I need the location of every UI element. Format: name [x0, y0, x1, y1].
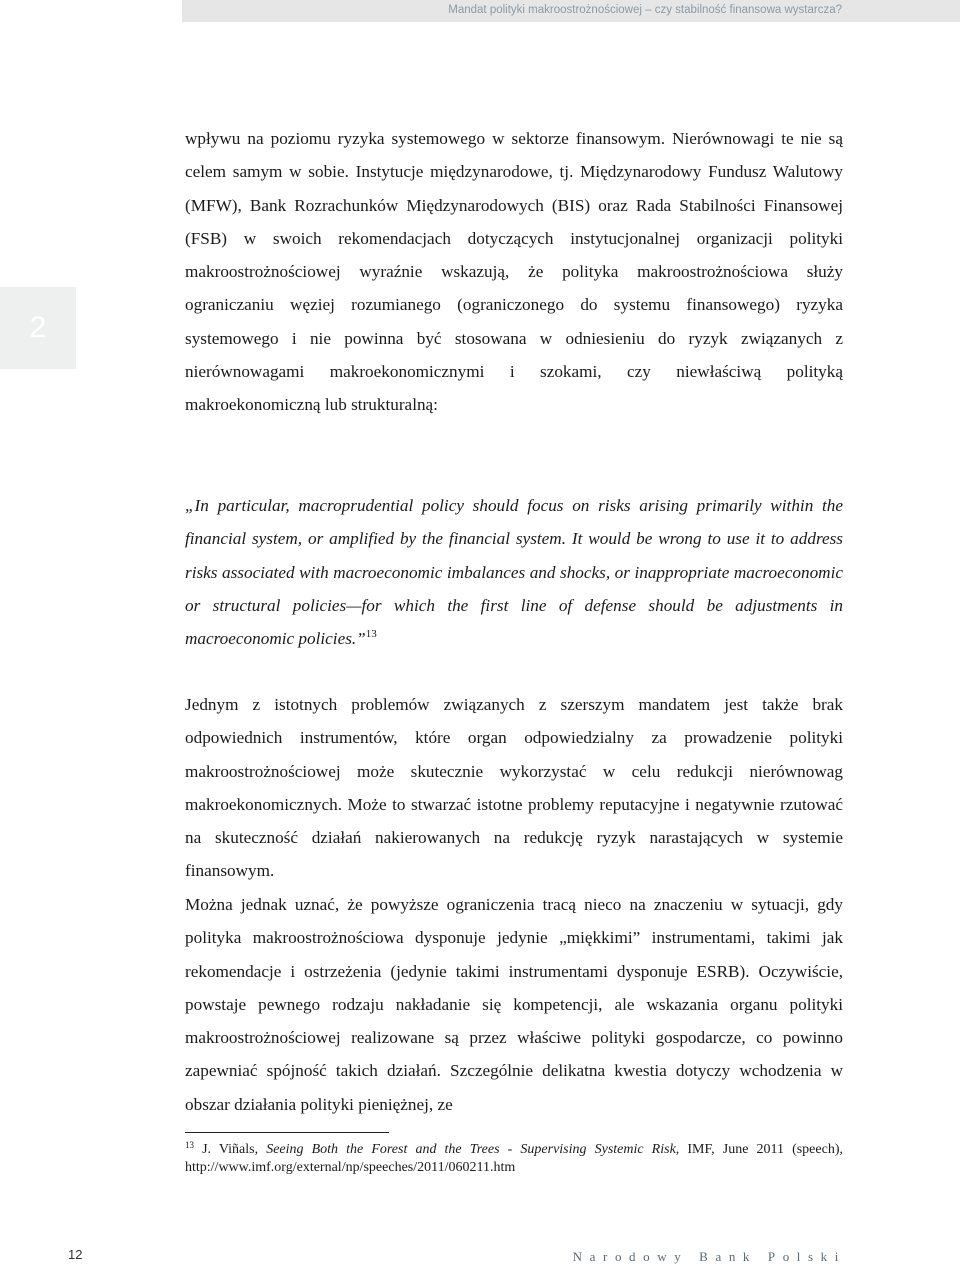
paragraph-1: wpływu na poziomu ryzyka systemowego w sektorze finansowym. Nierównowagi te nie są celem samym w sobie. Instytucje międzynarodowe, tj. Międzynarodowy Fundusz Walutowy (MFW), Bank Rozrachunków Międzynarodowych (BIS) oraz Rada Stabilności Finansowej (FSB) w swoich rekomendacjach dotyczących instytucjonalnej organizacji polityki makroostrożnościowej wyraźnie wskazują, że polityka makroostrożnościowa służy ograniczaniu węziej rozumianego (ograniczonego do systemu finansowego) ryzyka systemowego i nie powinna być stosowana w odniesieniu do ryzyk związanych z nierównowagami makroekonomicznymi i szokami, czy niewłaściwą polityką makroekonomiczną lub strukturalną: [185, 129, 843, 415]
running-title: Mandat polityki makroostrożnościowej – czy stabilność finansowa wystarcza? [448, 4, 842, 16]
quote-footnote-ref[interactable]: 13 [365, 628, 377, 641]
quote-block [185, 489, 843, 655]
paragraph-3: Można jednak uznać, że powyższe ograniczenia tracą nieco na znaczeniu w sytuacji, gdy polityka makroostrożnościowa dysponuje jedynie „miękkimi” instrumentami, takimi jak rekomendacje i ostrzeżenia (jedynie takimi instrumentami dysponuje ESRB). Oczywiście, powstaje pewnego rodzaju nakładanie się kompetencji, ale wskazania organu polityki makroostrożnościowej realizowane są przez właściwe polityki gospodarcze, co powinno zapewniać spójność takich działań. Szczególnie delikatna kwestia dotyczy wchodzenia w obszar działania polityki pieniężnej, ze [185, 895, 843, 1114]
footnote-divider [185, 1132, 389, 1133]
header-bar [182, 0, 960, 22]
page-number: 12 [68, 1247, 83, 1262]
chapter-number: 2 [29, 311, 47, 344]
footnote [185, 1141, 843, 1177]
chapter-tab [0, 287, 76, 369]
footnote-title: Seeing Both the Forest and the Trees - Supervising Systemic Risk [266, 1142, 676, 1157]
footnote-number: 13 [185, 1140, 194, 1150]
footnote-author: J. Viñals, [202, 1142, 259, 1157]
footer-brand: Narodowy Bank Polski [572, 1249, 846, 1264]
quote-text: „In particular, macroprudential policy should focus on risks arising primarily within the financial system, or amplified by the financial system. It would be wrong to use it to address risks associated with macroeconomic imbalances and shocks, or inappropriate macroeconomic or structural policies—for which the first line of defense should be adjustments in macroeconomic policies.” [185, 496, 843, 649]
paragraph-2: Jednym z istotnych problemów związanych z szerszym mandatem jest także brak odpowiednich instrumentów, które organ odpowiedzialny za prowadzenie polityki makroostrożnościowej może skutecznie wykorzystać w celu redukcji nierównowag makroekonomicznych. Może to stwarzać istotne problemy reputacyjne i negatywnie rzutować na skuteczność działań nakierowanych na redukcję ryzyk narastających w systemie finansowym. [185, 695, 843, 881]
footnote-rest[interactable]: , IMF, June 2011 (speech), http://www.imf.org/external/np/speeches/2011/060211.htm [185, 1142, 843, 1175]
